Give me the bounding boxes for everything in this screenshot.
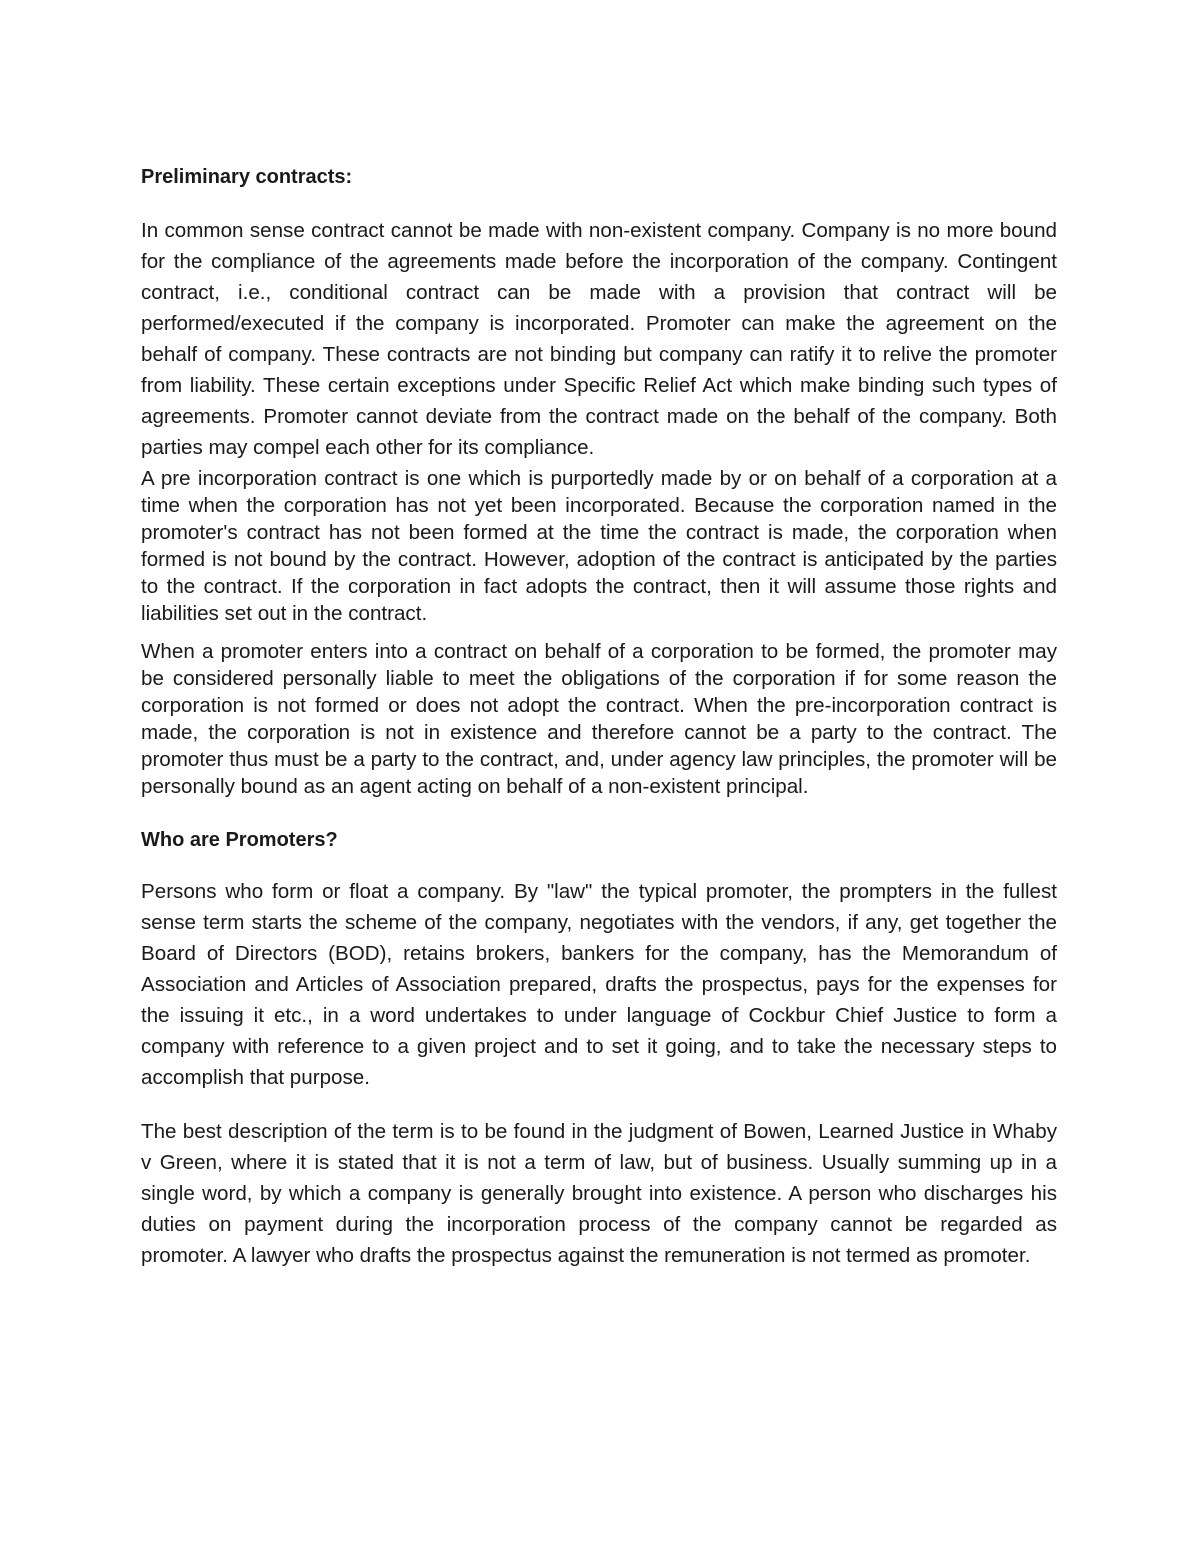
paragraph-promoter-definition: Persons who form or float a company. By "law" the typical promoter, the prompters in the fullest sense term starts the scheme of the company, negotiates with the vendors, if any, get together the Board of Directors (BOD), retains brokers, bankers for the company, has the Memorandum of Association and Articles of Association prepared, drafts the prospectus, pays for the expenses for the issuing it etc., in a word undertakes to under language of Cockbur Chief Justice to form a company with reference to a given project and to set it going, and to take the necessary steps to accomplish that purpose. xyxy=(141,880,1057,1089)
paragraph-promoter-liability: When a promoter enters into a contract on behalf of a corporation to be formed, the promoter may be considered personally liable to meet the obligations of the corporation if for some reason the corporation is not formed or does not adopt the contract. When the pre-incorporation contract is made, the corporation is not in existence and therefore cannot be a party to the contract. The promoter thus must be a party to the contract, and, under agency law principles, the promoter will be personally bound as an agent acting on behalf of a non-existent principal. xyxy=(141,640,1057,798)
section-heading-who-are-promoters: Who are Promoters? xyxy=(141,829,338,851)
document-page xyxy=(141,162,1057,1271)
paragraph-contracts-intro: In common sense contract cannot be made with non-existent company. Company is no more bound for the compliance of the agreements made before the incorporation of the company. Contingent contract, i.e., conditional contract can be made with a provision that contract will be performed/executed if the company is incorporated. Promoter can make the agreement on the behalf of company. These contracts are not binding but company can ratify it to relive the promoter from liability. These certain exceptions under Specific Relief Act which make binding such types of agreements. Promoter cannot deviate from the contract made on the behalf of the company. Both parties may compel each other for its compliance. xyxy=(141,219,1057,459)
paragraph-promoter-description: The best description of the term is to be found in the judgment of Bowen, Learned Justice in Whaby v Green, where it is stated that it is not a term of law, but of business. Usually summing up in a single word, by which a company is generally brought into existence. A person who discharges his duties on payment during the incorporation process of the company cannot be regarded as promoter. A lawyer who drafts the prospectus against the remuneration is not termed as promoter. xyxy=(141,1120,1057,1267)
section-heading-preliminary-contracts: Preliminary contracts: xyxy=(141,166,353,188)
paragraph-pre-incorporation-contract: A pre incorporation contract is one which is purportedly made by or on behalf of a corporation at a time when the corporation has not yet been incorporated. Because the corporation named in the promoter's contract has not been formed at the time the contract is made, the corporation when formed is not bound by the contract. However, adoption of the contract is anticipated by the parties to the contract. If the corporation in fact adopts the contract, then it will assume those rights and liabilities set out in the contract. xyxy=(141,467,1057,625)
